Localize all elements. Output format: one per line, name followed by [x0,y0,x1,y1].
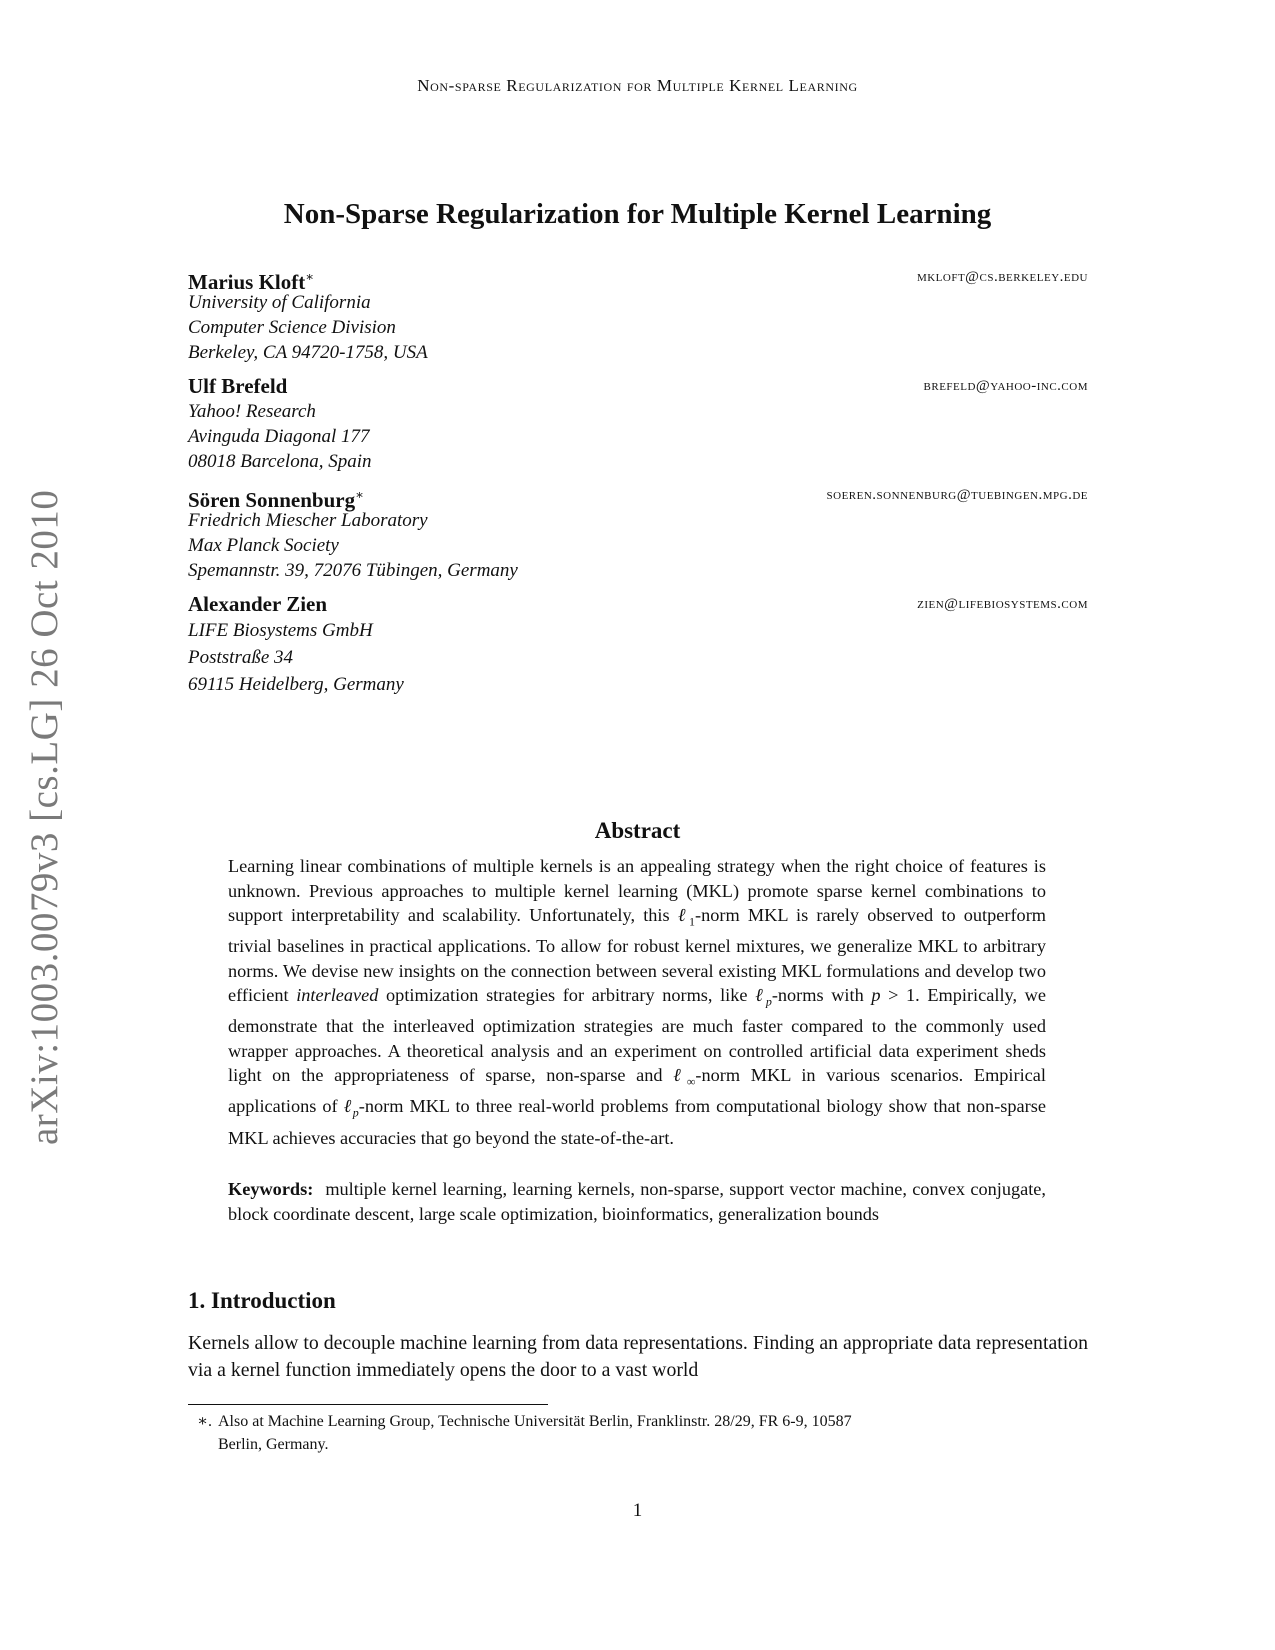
affiliation-line: Avinguda Diagonal 177 [188,426,370,447]
affiliation-line: 08018 Barcelona, Spain [188,451,372,472]
author-name: Ulf Brefeld [188,374,288,398]
abstract-heading: Abstract [594,818,681,843]
affiliation-line: Computer Science Division [188,317,396,338]
author-block [188,482,1088,583]
author-block [188,373,1088,474]
author-name: Alexander Zien [188,592,328,616]
keywords-label: Keywords: [228,1179,314,1199]
affiliation-line: Max Planck Society [188,535,339,556]
footnote-line: Berlin, Germany. [218,1436,329,1453]
abstract-text: Learning linear combinations of multiple kernels is an appealing strategy when the right choice of features is unknown. Previous approaches to multiple kernel learning (MKL) promote sparse kernel combinations to support interpretability and scalability. Unfortunately, this ℓ$_1$-norm MKL is rarely observed to outperform trivial baselines in practical applications. To allow for robust kernel mixtures, we generalize MKL to arbitrary norms. We devise new insights on the connection between several existing MKL formulations and develop two efficient interleaved optimization strategies for arbitrary norms, like ℓ$_p$-norms with p > 1. Empirically, we demonstrate that the interleaved optimization strategies are much faster compared to the commonly used wrapper approaches. A theoretical analysis and an experiment on controlled artificial data experiment sheds light on the appropriateness of sparse, non-sparse and ℓ$_\infty$-norm MKL in various scenarios. Empirical applications of ℓ$_p$-norm MKL to three real-world problems from computational biology show that non-sparse MKL achieves accuracies that go beyond the state-of-the-art. [228,856,1047,1148]
affiliation-line: University of California [188,292,371,313]
arxiv-identifier-stamp: arXiv:1003.0079v3 [cs.LG] 26 Oct 2010 [23,489,66,1145]
page-number: 1 [632,1500,643,1521]
affiliation-line: Poststraße 34 [188,647,294,668]
footnote-mark: ∗. [197,1413,212,1430]
author-name: Marius Kloft∗ [188,269,315,294]
author-block [188,591,1088,698]
affiliation-line: Friedrich Miescher Laboratory [188,510,428,531]
footnote-line: Also at Machine Learning Group, Technische Universität Berlin, Franklinstr. 28/29, FR 6-9, 10587 [218,1413,852,1430]
affiliation-line: Yahoo! Research [188,401,316,422]
author-block [188,264,1088,365]
author-footnote-mark: ∗ [355,487,364,502]
author-name: Sören Sonnenburg∗ [188,487,364,512]
paper-title: Non-Sparse Regularization for Multiple Kernel Learning [283,198,992,230]
footnote [188,1410,1088,1456]
author-email[interactable]: brefeld@yahoo-inc.com [923,378,1088,394]
running-head: Non-sparse Regularization for Multiple Kernel Learning [417,76,858,95]
affiliation-line: Spemannstr. 39, 72076 Tübingen, Germany [188,560,518,581]
section-paragraph: Kernels allow to decouple machine learning from data representations. Finding an appropriate data representation via a kernel function immediately opens the door to a vast world [188,1332,1088,1381]
section-heading: 1. Introduction [188,1288,336,1313]
affiliation-line: Berkeley, CA 94720-1758, USA [188,342,428,363]
author-email[interactable]: mkloft@cs.berkeley.edu [916,269,1088,285]
keywords-text: multiple kernel learning, learning kernels, non-sparse, support vector machine, convex conjugate, block coordinate descent, large scale optimization, bioinformatics, generalization bounds [228,1179,1046,1224]
author-email[interactable]: soeren.sonnenburg@tuebingen.mpg.de [826,487,1088,503]
footnote-rule [188,1404,548,1405]
keywords [228,1177,1046,1226]
affiliation-line: LIFE Biosystems GmbH [188,620,373,641]
author-email[interactable]: zien@lifebiosystems.com [917,596,1088,612]
affiliation-line: 69115 Heidelberg, Germany [188,674,404,695]
author-footnote-mark: ∗ [305,269,315,284]
